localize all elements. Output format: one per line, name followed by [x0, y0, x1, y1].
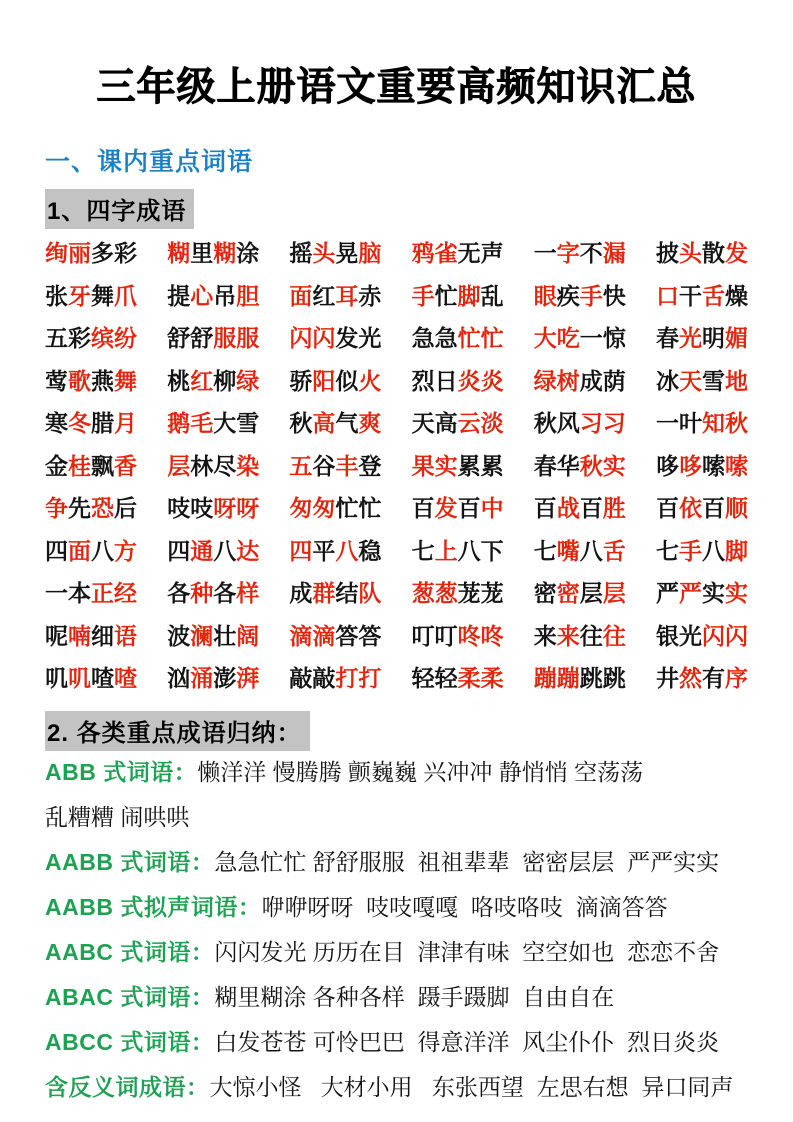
idiom: 面红耳赤	[289, 282, 382, 309]
idiom: 吱吱呀呀	[167, 495, 260, 521]
idiom: 层林尽染	[167, 452, 260, 479]
idiom: 绿树成荫	[533, 367, 626, 394]
pattern-label: ABCC 式词语：	[45, 1029, 215, 1055]
idiom: 哆哆嗦嗦	[655, 452, 748, 479]
pattern-label: AABC 式词语：	[45, 939, 215, 965]
pattern-list	[45, 757, 748, 1102]
idiom: 摇头晃脑	[289, 240, 382, 266]
idiom: 汹涌澎湃	[167, 665, 260, 691]
idiom: 秋风习习	[533, 410, 626, 436]
idiom: 一叶知秋	[655, 410, 748, 436]
pattern-words: 懒洋洋 慢腾腾 颤巍巍 兴冲冲 静悄悄 空荡荡	[197, 759, 644, 785]
idiom: 葱葱茏茏	[411, 580, 504, 606]
idiom: 来来往往	[533, 622, 626, 649]
section1-subheading: 1、四字成语	[45, 189, 194, 229]
idiom: 百战百胜	[533, 495, 626, 521]
pattern-label: 含反义词成语：	[45, 1074, 210, 1100]
idiom: 严严实实	[655, 580, 748, 606]
pattern-label: AABB 式词语：	[45, 849, 215, 875]
idiom: 百发百中	[411, 495, 504, 521]
pattern-label: AABB 式拟声词语：	[45, 894, 262, 920]
pattern-line	[45, 892, 748, 922]
pattern-line	[45, 937, 748, 967]
section1-heading: 一、课内重点词语	[45, 148, 254, 176]
idiom: 闪闪发光	[289, 325, 382, 351]
idiom: 春光明媚	[655, 325, 748, 351]
idiom: 口干舌燥	[655, 282, 748, 309]
idiom: 眼疾手快	[533, 282, 626, 309]
idiom: 四通八达	[167, 537, 260, 564]
idiom: 披头散发	[655, 240, 748, 266]
pattern-line	[45, 847, 748, 877]
pattern-line	[45, 757, 748, 787]
idiom: 张牙舞爪	[45, 282, 137, 309]
idiom: 糊里糊涂	[167, 240, 260, 266]
idiom: 叽叽喳喳	[45, 665, 137, 691]
idiom: 大吃一惊	[533, 325, 626, 351]
idiom: 手忙脚乱	[411, 282, 504, 309]
idiom: 秋高气爽	[289, 410, 382, 436]
idiom: 叮叮咚咚	[411, 622, 504, 649]
idiom: 滴滴答答	[289, 622, 382, 649]
idiom: 春华秋实	[533, 452, 626, 479]
idiom: 急急忙忙	[411, 325, 504, 351]
idiom: 井然有序	[655, 665, 748, 691]
idiom-grid	[45, 241, 748, 690]
idiom: 成群结队	[289, 580, 382, 606]
idiom: 百依百顺	[655, 495, 748, 521]
idiom: 一字不漏	[533, 240, 626, 266]
idiom: 提心吊胆	[167, 282, 260, 309]
idiom: 争先恐后	[45, 495, 137, 521]
idiom: 烈日炎炎	[411, 367, 504, 394]
idiom: 各种各样	[167, 580, 260, 606]
idiom: 蹦蹦跳跳	[533, 665, 626, 691]
pattern-line	[45, 802, 748, 832]
idiom: 五彩缤纷	[45, 325, 137, 351]
pattern-words: 乱糟糟 闹哄哄	[45, 804, 190, 830]
pattern-line	[45, 982, 748, 1012]
idiom: 密密层层	[533, 580, 626, 606]
idiom: 呢喃细语	[45, 622, 137, 649]
idiom: 五谷丰登	[289, 452, 382, 479]
section2-heading: 2. 各类重点成语归纳：	[45, 711, 310, 751]
idiom: 果实累累	[411, 452, 504, 479]
idiom: 天高云淡	[411, 410, 504, 436]
idiom: 莺歌燕舞	[45, 367, 137, 394]
pattern-words: 闪闪发光 历历在目 津津有味 空空如也 恋恋不舍	[214, 939, 720, 965]
pattern-line	[45, 1027, 748, 1057]
idiom: 七嘴八舌	[533, 537, 626, 564]
idiom: 四面八方	[45, 537, 137, 564]
idiom: 鸦雀无声	[411, 240, 504, 266]
pattern-label: ABB 式词语：	[45, 759, 198, 785]
idiom: 冰天雪地	[655, 367, 748, 394]
idiom: 银光闪闪	[655, 622, 748, 649]
pattern-words: 急急忙忙 舒舒服服 祖祖辈辈 密密层层 严严实实	[214, 849, 720, 875]
idiom: 匆匆忙忙	[289, 495, 382, 521]
pattern-line	[45, 1072, 748, 1102]
pattern-words: 咿咿呀呀 吱吱嘎嘎 咯吱咯吱 滴滴答答	[261, 894, 668, 920]
idiom: 桃红柳绿	[167, 367, 260, 394]
idiom: 寒冬腊月	[45, 410, 137, 436]
idiom: 四平八稳	[289, 537, 382, 564]
idiom: 绚丽多彩	[45, 240, 137, 266]
pattern-words: 大惊小怪 大材小用 东张西望 左思右想 异口同声	[209, 1074, 734, 1100]
idiom: 舒舒服服	[167, 325, 260, 351]
idiom: 波澜壮阔	[167, 622, 260, 649]
idiom: 金桂飘香	[45, 452, 137, 479]
idiom: 骄阳似火	[289, 367, 382, 394]
pattern-words: 白发苍苍 可怜巴巴 得意洋洋 风尘仆仆 烈日炎炎	[214, 1029, 720, 1055]
idiom: 七上八下	[411, 537, 504, 564]
idiom: 鹅毛大雪	[167, 410, 260, 436]
pattern-label: ABAC 式词语：	[45, 984, 215, 1010]
idiom: 轻轻柔柔	[411, 665, 504, 691]
page-title: 三年级上册语文重要高频知识汇总	[96, 66, 697, 109]
idiom: 敲敲打打	[289, 665, 382, 691]
pattern-words: 糊里糊涂 各种各样 蹑手蹑脚 自由自在	[214, 984, 615, 1010]
idiom: 七手八脚	[655, 537, 748, 564]
idiom: 一本正经	[45, 580, 137, 606]
